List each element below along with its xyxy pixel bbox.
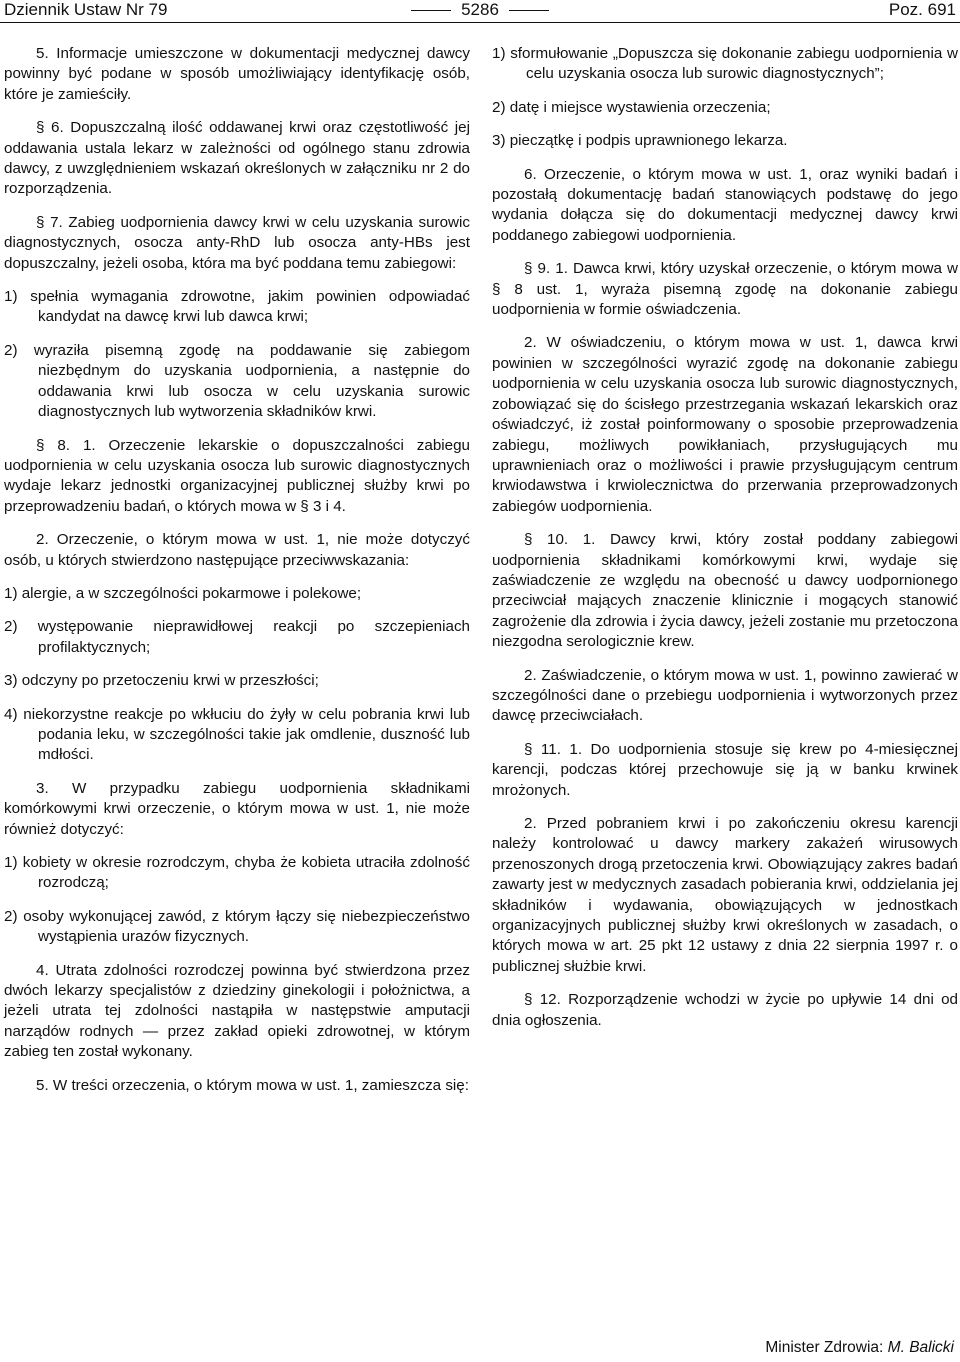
list-item: 2) występowanie nieprawidłowej reakcji po szczepieniach profilaktycznych; xyxy=(4,618,470,656)
paragraph: § 11. 1. Do uodpornienia stosuje się krew po 4-miesięcznej karencji, podczas której przechowuje się ją w banku krwinek mrożonych. xyxy=(492,740,958,799)
paragraph: 2. Orzeczenie, o którym mowa w ust. 1, nie może dotyczyć osób, u których stwierdzono następujące przeciwwskazania: xyxy=(4,531,470,569)
dash-left xyxy=(411,10,451,11)
paragraph: § 8. 1. Orzeczenie lekarskie o dopuszczalności zabiegu uodpornienia w celu uzyskania osocza lub surowic diagnostycznych wydaje lekarz jednostki organizacyjnej publicznej służby krwi po przeprowadzeniu badań, o których mowa w § 3 i 4. xyxy=(4,436,470,515)
list-item: 2) osoby wykonującej zawód, z którym łączy się niebezpieczeństwo wystąpienia urazów fizycznych. xyxy=(4,907,470,946)
left-column xyxy=(4,44,470,1109)
list-item: 1) alergie, a w szczególności pokarmowe i polekowe; xyxy=(4,584,362,602)
list-item: 2) datę i miejsce wystawienia orzeczenia; xyxy=(492,98,771,116)
signature xyxy=(765,1338,954,1358)
paragraph: § 10. 1. Dawcy krwi, który został poddany zabiegowi uodpornienia składnikami komórkowymi krwi, wydaje się zaświadczenie ze względu na obecność u dawcy uodpornionego przeciwciał mających znaczenie klinicznie i mogących stanowić zagrożenie dla zdrowia i życia dawcy, jeżeli zostanie mu przetoczona niezgodna serologicznie krew. xyxy=(492,531,958,651)
list-item: 1) spełnia wymagania zdrowotne, jakim powinien odpowiadać kandydat na dawcę krwi lub dawca krwi; xyxy=(4,288,470,326)
list-item: 1) sformułowanie „Dopuszcza się dokonanie zabiegu uodpornienia w celu uzyskania osocza lub surowic diagnostycznych”; xyxy=(492,45,958,83)
position-label: Poz. 691 xyxy=(888,0,956,19)
signature-name: M. Balicki xyxy=(887,1339,954,1356)
list-item: 3) pieczątkę i podpis uprawnionego lekarza. xyxy=(492,132,788,150)
paragraph: § 7. Zabieg uodpornienia dawcy krwi w celu uzyskania surowic diagnostycznych, osocza anty-RhD lub osocza anty-HBs jest dopuszczalny, jeżeli osoba, która ma być poddana temu zabiegowi: xyxy=(4,213,470,272)
paragraph: 6. Orzeczenie, o którym mowa w ust. 1, oraz wyniki badań i pozostałą dokumentację badań stanowiących podstawę do jego wydania dołącza się do dokumentacji medycznej dawcy krwi poddanego zabiegowi uodpornienia. xyxy=(492,165,958,244)
header-rule xyxy=(0,22,960,23)
list-item: 2) wyraziła pisemną zgodę na poddawanie się zabiegom niezbędnym do uzyskania uodpornienia, a następnie do oddawania krwi lub osocza w celu uzyskania surowic diagnostycznych lub wytworzenia składników krwi. xyxy=(4,341,470,421)
paragraph: 4. Utrata zdolności rozrodczej powinna być stwierdzona przez dwóch lekarzy specjalistów z dziedziny ginekologii i położnictwa, a jeżeli utrata tej zdolności nastąpiła w następstwie amputacji narządów rodnych — przez zakład opieki zdrowotnej, w którym zabieg ten został wykonany. xyxy=(4,961,470,1061)
page-number-text: 5286 xyxy=(461,0,499,19)
list-item: 1) kobiety w okresie rozrodczym, chyba że kobieta utraciła zdolność rozrodczą; xyxy=(4,854,470,892)
paragraph: 2. W oświadczeniu, o którym mowa w ust. 1, dawca krwi powinien w szczególności wyrazić zgodę na dokonanie zabiegu uodpornienia w celu uzyskania osocza lub surowic diagnostycznych, zobowiązać się do ścisłego przestrzegania wskazań lekarskich oraz oświadczyć, iż został poinformowany o sposobie przeprowadzenia zabiegu, możliwych powikłaniach, przysługujących mu uprawnieniach oraz o możliwości i prawie przysługującym centrum krwiodawstwa i krwiolecznictwa do przerwania przeprowadzonych zabiegów uodpornienia. xyxy=(492,334,958,515)
right-column xyxy=(492,44,958,1044)
paragraph: 2. Przed pobraniem krwi i po zakończeniu okresu karencji należy kontrolować u dawcy markery zakażeń wirusowych przenoszonych drogą przetoczenia krwi. Obowiązujący zakres badań zawarty jest w medycznych zasadach pobierania krwi, oddzielania jej składników i wydawania, obowiązujących w jednostkach organizacyjnych publicznej służby krwi określonych w zasadach, o których mowa w art. 25 pkt 12 ustawy z dnia 22 sierpnia 1997 r. o publicznej służbie krwi. xyxy=(492,815,958,975)
page-number xyxy=(0,0,960,20)
list-item: 4) niekorzystne reakcje po wkłuciu do żyły w celu pobrania krwi lub podania leku, w szczególności takie jak omdlenie, duszność lub mdłości. xyxy=(4,705,470,764)
paragraph: § 9. 1. Dawca krwi, który uzyskał orzeczenie, o którym mowa w § 8 ust. 1, wyraża pisemną zgodę na dokonanie zabiegu uodpornienia w formie oświadczenia. xyxy=(492,260,958,319)
signature-role: Minister Zdrowia: xyxy=(765,1339,884,1356)
paragraph: § 6. Dopuszczalną ilość oddawanej krwi oraz częstotliwość jej oddawania ustala lekarz w zależności od ogólnego stanu zdrowia dawcy, z uwzględnieniem wskazań określonych w załączniku nr 2 do rozporządzenia. xyxy=(4,119,470,198)
page-header xyxy=(0,0,960,22)
paragraph: § 12. Rozporządzenie wchodzi w życie po upływie 14 dni od dnia ogłoszenia. xyxy=(492,991,958,1029)
dash-right xyxy=(509,10,549,11)
paragraph: 5. Informacje umieszczone w dokumentacji medycznej dawcy powinny być podane w sposób umożliwiający identyfikację osób, które je zamieściły. xyxy=(4,45,470,103)
journal-title: Dziennik Ustaw Nr 79 xyxy=(4,0,168,19)
paragraph: 5. W treści orzeczenia, o którym mowa w ust. 1, zamieszcza się: xyxy=(36,1076,469,1094)
paragraph: 3. W przypadku zabiegu uodpornienia składnikami komórkowymi krwi orzeczenie, o którym mowa w ust. 1, nie może również dotyczyć: xyxy=(4,779,470,838)
list-item: 3) odczyny po przetoczeniu krwi w przeszłości; xyxy=(4,672,319,690)
paragraph: 2. Zaświadczenie, o którym mowa w ust. 1, powinno zawierać w szczególności dane o przebiegu uodpornienia i wytworzonych przez dawcę przeciwciałach. xyxy=(492,666,958,725)
